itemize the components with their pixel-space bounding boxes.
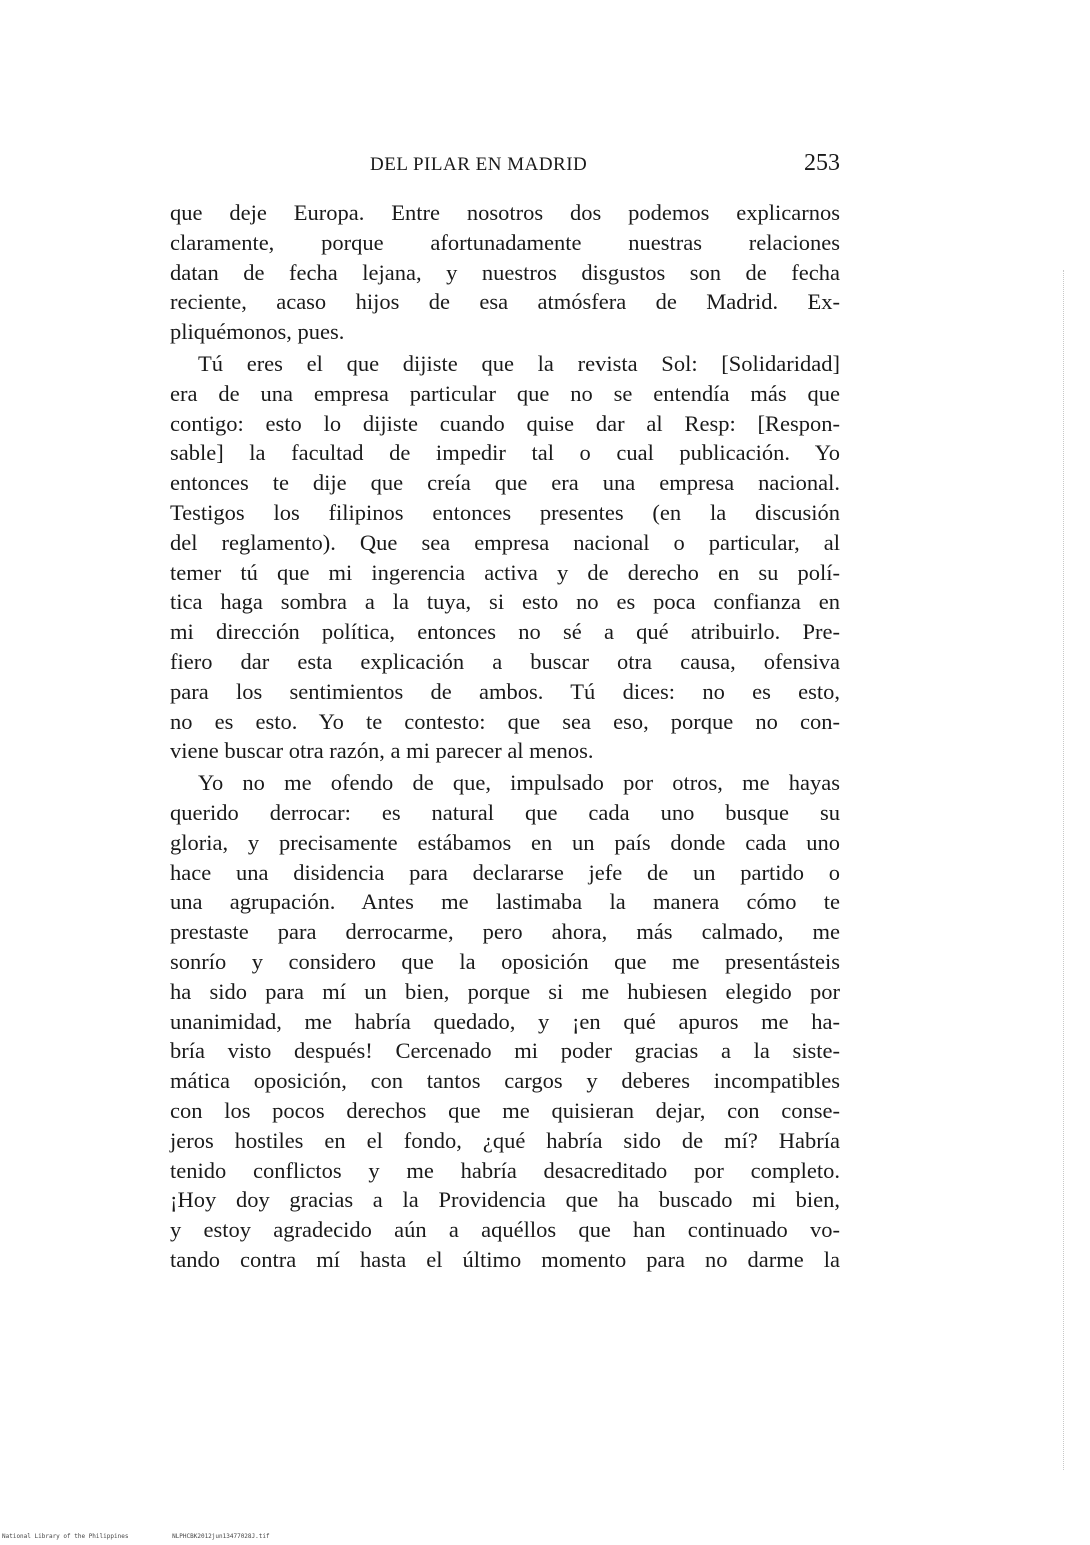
- running-title: DEL PILAR EN MADRID: [370, 154, 588, 175]
- text-line: ha sido para mí un bien, porque si me hubiesen elegido por: [170, 978, 840, 1004]
- text-line: claramente, porque afortunadamente nuestras relaciones: [170, 229, 840, 255]
- text-line: sable] la facultad de impedir tal o cual publicación. Yo: [170, 440, 840, 466]
- text-line: no es esto. Yo te contesto: que sea eso, porque no con-: [170, 708, 840, 734]
- text-line: pliquémonos, pues.: [170, 319, 345, 345]
- scan-identifier: NLPHCBK2012jun13477028J.tif: [172, 1533, 270, 1540]
- text-line: para los sentimientos de ambos. Tú dices: no es esto,: [170, 678, 840, 704]
- text-line: con los pocos derechos que me quisieran dejar, con conse-: [170, 1097, 840, 1123]
- text-line: ¡Hoy doy gracias a la Providencia que ha buscado mi bien,: [170, 1187, 840, 1213]
- body-text: [170, 198, 840, 1275]
- text-line: contigo: esto lo dijiste cuando quise dar al Resp: [Respon-: [170, 410, 840, 436]
- text-line: que deje Europa. Entre nosotros dos podemos explicarnos: [170, 200, 840, 225]
- text-line: tando contra mí hasta el último momento para no darme la: [170, 1246, 840, 1272]
- text-line: Tú eres el que dijiste que la revista Sol: [Solidaridad]: [198, 350, 840, 376]
- text-line: temer tú que mi ingerencia activa y de derecho en su polí-: [170, 559, 840, 585]
- text-line: viene buscar otra razón, a mi parecer al menos.: [170, 738, 594, 764]
- text-line: tica haga sombra a la tuya, si esto no es poca confianza en: [170, 589, 840, 615]
- text-line: Testigos los filipinos entonces presentes (en la discusión: [170, 499, 840, 525]
- text-line: del reglamento). Que sea empresa nacional o particular, al: [170, 529, 840, 555]
- text-line: tenido conflictos y me habría desacreditado por completo.: [170, 1157, 840, 1183]
- text-line: una agrupación. Antes me lastimaba la manera cómo te: [170, 889, 840, 915]
- text-line: reciente, acaso hijos de esa atmósfera de Madrid. Ex-: [170, 289, 840, 315]
- text-line: sonrío y considero que la oposición que me presentásteis: [170, 948, 840, 974]
- text-line: hace una disidencia para declararse jefe de un partido o: [170, 859, 840, 885]
- text-line: gloria, y precisamente estábamos en un país donde cada uno: [170, 829, 840, 855]
- running-head: [170, 150, 840, 184]
- text-line: Yo no me ofendo de que, impulsado por otros, me hayas: [198, 770, 840, 796]
- text-line: fiero dar esta explicación a buscar otra causa, ofensiva: [170, 648, 840, 674]
- paragraph: [170, 198, 840, 347]
- paragraph: [170, 768, 840, 1275]
- text-line: datan de fecha lejana, y nuestros disgustos son de fecha: [170, 259, 840, 285]
- text-line: y estoy agradecido aún a aquéllos que han continuado vo-: [170, 1217, 840, 1243]
- text-line: unanimidad, me habría quedado, y ¡en qué apuros me ha-: [170, 1008, 840, 1034]
- text-line: entonces te dije que creía que era una empresa nacional.: [170, 470, 840, 496]
- text-line: era de una empresa particular que no se entendía más que: [170, 380, 840, 406]
- text-line: jeros hostiles en el fondo, ¿qué habría sido de mí? Habría: [170, 1127, 840, 1153]
- text-line: querido derrocar: es natural que cada uno busque su: [170, 799, 840, 825]
- text-line: prestaste para derrocarme, pero ahora, más calmado, me: [170, 919, 840, 945]
- page-number: 253: [804, 150, 840, 176]
- paragraph: [170, 349, 840, 766]
- scan-edge-mark: [1062, 270, 1064, 1470]
- text-line: mática oposición, con tantos cargos y deberes incompatibles: [170, 1068, 840, 1094]
- text-line: mi dirección política, entonces no sé a qué atribuirlo. Pre-: [170, 619, 840, 645]
- scan-source: National Library of the Philippines: [2, 1533, 129, 1540]
- text-line: bría visto después! Cercenado mi poder gracias a la siste-: [170, 1038, 840, 1064]
- scan-footer: [2, 1533, 310, 1540]
